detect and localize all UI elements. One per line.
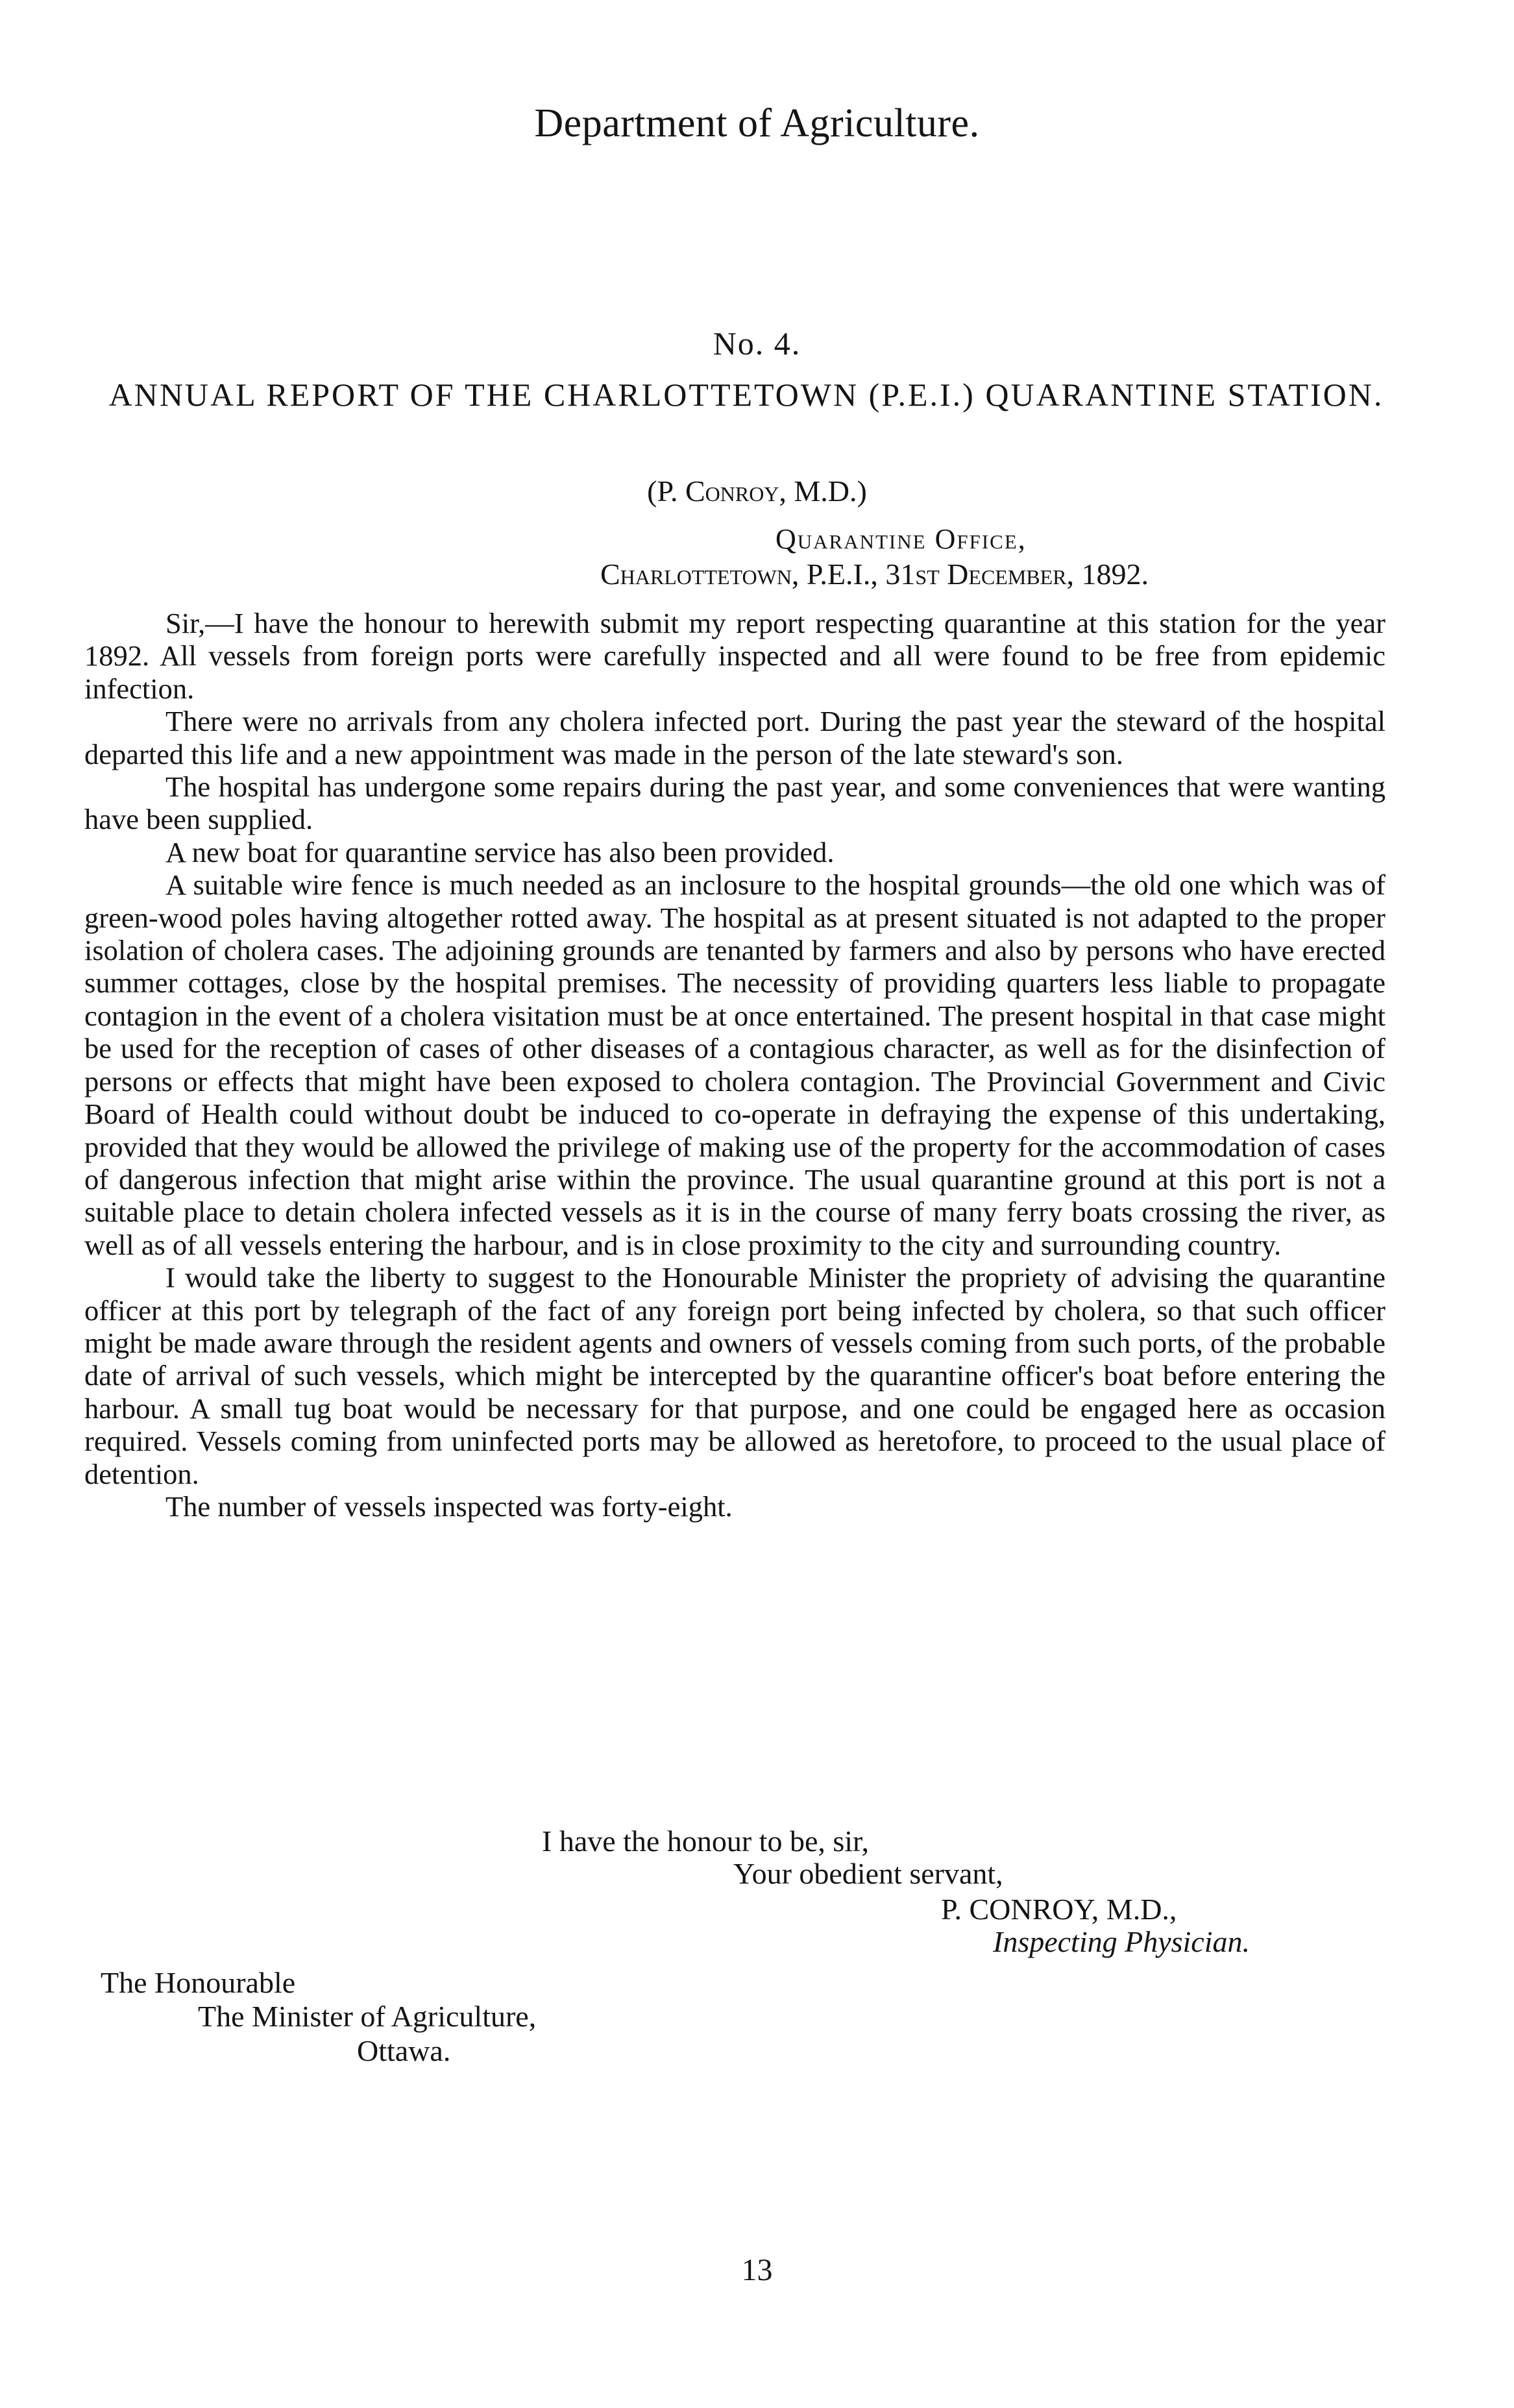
letter-paragraph: A suitable wire fence is much needed as an inclosure to the hospital grounds—the old one which was of green-wood poles having altogether rotted away. The hospital as at present situated is not adapted to the proper isolation of cholera cases. The adjoining grounds are tenanted by farmers and also by persons who have erected summer cottages, close by the hospital premises. The necessity of providing quarters less liable to propagate contagion in the event of a cholera visitation must be at once entertained. The present hospital in that case might be used for the reception of cases of other diseases of a contagious character, as well as for the disinfection of persons or effects that might have been exposed to cholera contagion. The Provincial Government and Civic Board of Health could without doubt be induced to co-operate in defraying the expense of this undertaking, provided that they would be allowed the privilege of making use of the property for the accommodation of cases of dangerous infection that might arise within the province. The usual quarantine ground at this port is not a suitable place to detain cholera infected vessels as it is in the course of many ferry boats crossing the river, as well as of all vessels entering the harbour, and is in close proximity to the city and surrounding country. (84, 868, 1386, 1261)
letter-paragraph: Sir,—I have the honour to herewith submit my report respecting quarantine at this station for the year 1892. All vessels from foreign ports were carefully inspected and all were found to be free from epidemic infection. (84, 607, 1386, 705)
letter-paragraph: I would take the liberty to suggest to the Honourable Minister the propriety of advising the quarantine officer at this port by telegraph of the fact of any foreign port being infected by cholera, so that such officer might be made aware through the resident agents and owners of vessels coming from such ports, of the probable date of arrival of such vessels, which might be intercepted by the quarantine officer's boat before entering the harbour. A small tug boat would be necessary for that purpose, and one could be engaged here as occasion required. Vessels coming from uninfected ports may be allowed as heretofore, to proceed to the usual place of detention. (84, 1261, 1386, 1490)
report-author: (P. Conroy, M.D.) (647, 474, 867, 508)
addressee-line: Ottawa. (357, 2034, 451, 2067)
letter-place-date: Charlottetown, P.E.I., 31st December, 1892. (600, 558, 1149, 591)
addressee-line: The Minister of Agriculture, (198, 2000, 537, 2033)
letter-paragraph: The hospital has undergone some repairs during the past year, and some conveniences that were wanting have been supplied. (84, 770, 1386, 836)
report-title: ANNUAL REPORT OF THE CHARLOTTETOWN (P.E.I.) QUARANTINE STATION. (108, 376, 1384, 413)
letter-paragraph: The number of vessels inspected was forty-eight. (165, 1490, 733, 1523)
letter-office: Quarantine Office, (775, 523, 1027, 555)
letter-paragraph: A new boat for quarantine service has also been provided. (165, 835, 835, 868)
complimentary-close: Your obedient servant, (733, 1857, 1003, 1890)
letter-closing: I have the honour to be, sir, (542, 1824, 870, 1858)
page-number: 13 (741, 2253, 773, 2287)
letter-body (84, 607, 1386, 1523)
addressee-line: The Honourable (101, 1966, 296, 1999)
signature: P. CONROY, M.D., (941, 1893, 1177, 1926)
signature-title: Inspecting Physician. (993, 1925, 1251, 1958)
report-number: No. 4. (713, 325, 801, 362)
letter-paragraph: There were no arrivals from any cholera infected port. During the past year the steward of the hospital departed this life and a new appointment was made in the person of the late steward's son. (84, 705, 1386, 770)
running-head: Department of Agriculture. (534, 101, 980, 145)
